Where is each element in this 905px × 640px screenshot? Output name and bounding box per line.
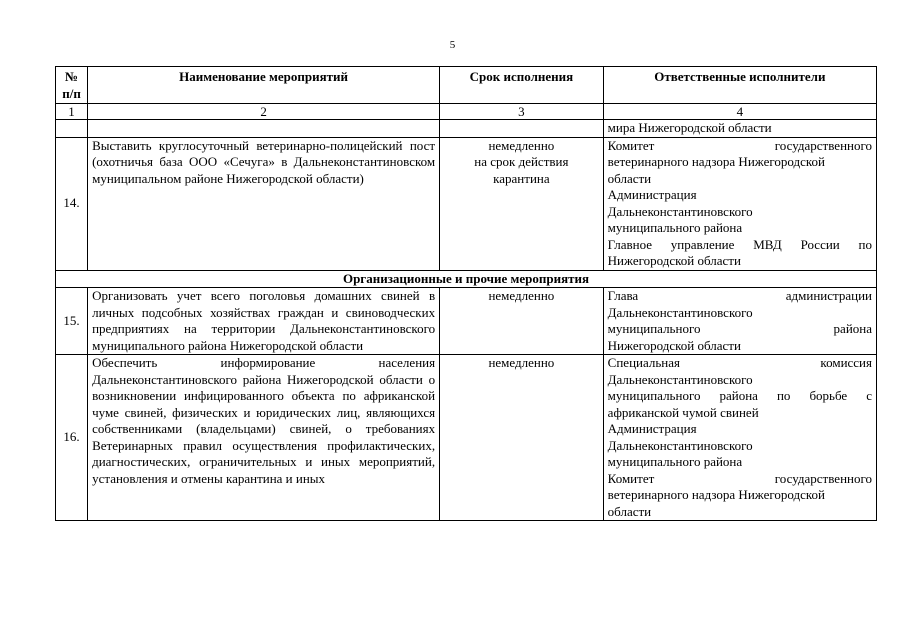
- measure-term: немедленно: [440, 355, 604, 521]
- header-resp: Ответственные исполнители: [603, 67, 876, 104]
- header-row: [56, 67, 877, 104]
- measure-name: Организовать учет всего поголовья домашних свиней в личных подсобных хозяйствах граждан и свиноводческих предприятиях на территории Дальнеконстантиновского муниципального района Нижегородской области: [88, 288, 440, 355]
- header-term: Срок исполнения: [440, 67, 604, 104]
- row-number: 14.: [56, 137, 88, 270]
- continuation-resp: мира Нижегородской области: [603, 120, 876, 138]
- measure-term: немедленно на срок действия карантина: [440, 137, 604, 270]
- index-1: 1: [56, 104, 88, 120]
- table-row: [56, 137, 877, 270]
- measure-responsible: Специальная комиссия Дальнеконстантиновского муниципального района по борьбе с африканской чумой свиней Администрация Дальнеконстантиновского муниципального района Комитет государственного ветеринарного надзора Нижегородской области: [603, 355, 876, 521]
- index-3: 3: [440, 104, 604, 120]
- section-heading-row: [56, 270, 877, 288]
- row-number: 16.: [56, 355, 88, 521]
- index-2: 2: [88, 104, 440, 120]
- continuation-row: [56, 120, 877, 138]
- header-name: Наименование мероприятий: [88, 67, 440, 104]
- table-row: [56, 288, 877, 355]
- measure-term: немедленно: [440, 288, 604, 355]
- column-index-row: [56, 104, 877, 120]
- measure-name: Обеспечить информирование населения Дальнеконстантиновского района Нижегородской области о возникновении инфицированного объекта по африканской чуме свиней, физических и юридических лиц, являющихся собственниками (владельцами) свиней, о требованиях Ветеринарных правил осуществления профилактических, диагностических, ограничительных и иных мероприятий, установления и отмены карантина и иных: [88, 355, 440, 521]
- measure-responsible: Глава администрации Дальнеконстантиновского муниципального района Нижегородской области: [603, 288, 876, 355]
- measure-responsible: Комитет государственного ветеринарного надзора Нижегородской области Администрация Дальнеконстантиновского муниципального района Главное управление МВД России по Нижегородской области: [603, 137, 876, 270]
- page-number: 5: [449, 39, 456, 51]
- measures-table: [55, 66, 877, 521]
- index-4: 4: [603, 104, 876, 120]
- row-number: 15.: [56, 288, 88, 355]
- section-title: Организационные и прочие мероприятия: [56, 270, 877, 288]
- table-row: [56, 355, 877, 521]
- header-num: № п/п: [56, 67, 88, 104]
- measure-name: Выставить круглосуточный ветеринарно-полицейский пост (охотничья база ООО «Сечуга» в Дальнеконстантиновском муниципальном районе Нижегородской области): [88, 137, 440, 270]
